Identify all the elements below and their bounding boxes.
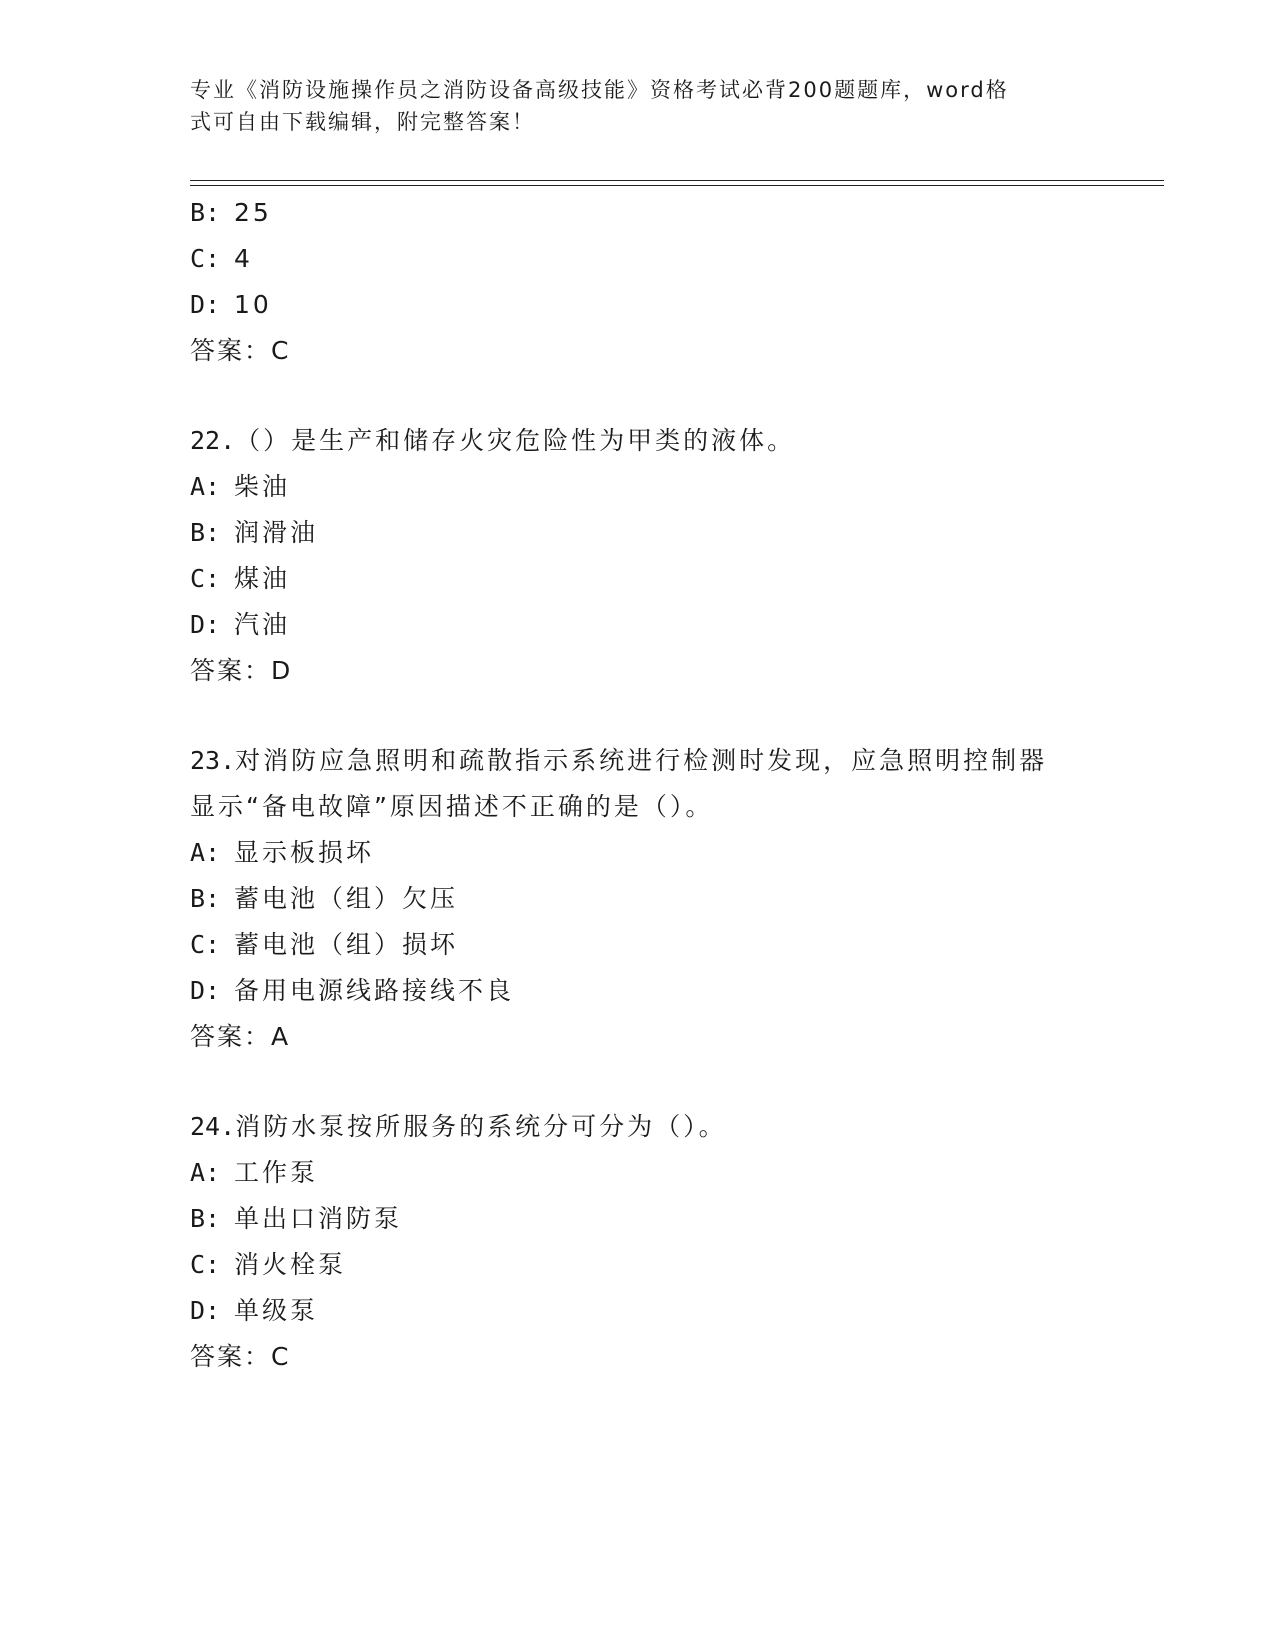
question-number: 22. bbox=[190, 426, 236, 455]
option-key: C: bbox=[190, 564, 221, 593]
option-text: 润滑油 bbox=[234, 518, 319, 547]
question-text bbox=[190, 418, 1090, 464]
option-text: 工作泵 bbox=[234, 1158, 319, 1187]
answer-line: 答案：C bbox=[190, 1342, 291, 1371]
option-key: B: bbox=[190, 884, 221, 913]
option-key: D: bbox=[190, 1296, 221, 1325]
header-divider-top bbox=[190, 180, 1164, 181]
header-divider-bottom bbox=[190, 185, 1164, 186]
option-b bbox=[190, 190, 1090, 236]
option-b bbox=[190, 510, 1090, 556]
option-text: 10 bbox=[234, 290, 272, 319]
document-header bbox=[190, 74, 1090, 138]
option-d bbox=[190, 968, 1090, 1014]
question-text-continued: 显示“备电故障”原因描述不正确的是（）。 bbox=[190, 792, 714, 821]
option-key: B: bbox=[190, 518, 221, 547]
question-23 bbox=[190, 738, 1090, 1060]
option-key: C: bbox=[190, 930, 221, 959]
option-key: C: bbox=[190, 1250, 221, 1279]
option-a bbox=[190, 464, 1090, 510]
option-key: A: bbox=[190, 1158, 221, 1187]
header-line-2: 式可自由下载编辑，附完整答案！ bbox=[190, 110, 535, 134]
option-key: D: bbox=[190, 610, 221, 639]
option-b bbox=[190, 876, 1090, 922]
question-24 bbox=[190, 1104, 1090, 1380]
question-22 bbox=[190, 418, 1090, 694]
answer-line: 答案：C bbox=[190, 336, 291, 365]
option-key: D: bbox=[190, 976, 221, 1005]
question-text-line: （）是生产和储存火灾危险性为甲类的液体。 bbox=[235, 426, 796, 455]
option-c bbox=[190, 922, 1090, 968]
option-key: B: bbox=[190, 198, 221, 227]
option-a bbox=[190, 1150, 1090, 1196]
question-text bbox=[190, 738, 1090, 784]
option-text: 单出口消防泵 bbox=[234, 1204, 403, 1233]
option-key: A: bbox=[190, 472, 221, 501]
option-d bbox=[190, 282, 1090, 328]
header-line-1: 专业《消防设施操作员之消防设备高级技能》资格考试必背200题题库，word格 bbox=[190, 78, 1009, 102]
question-text-line: 消防水泵按所服务的系统分可分为（）。 bbox=[235, 1112, 727, 1141]
question-text-line: 对消防应急照明和疏散指示系统进行检测时发现，应急照明控制器 bbox=[235, 746, 1048, 775]
option-key: A: bbox=[190, 838, 221, 867]
option-text: 蓄电池（组）损坏 bbox=[234, 930, 459, 959]
option-key: D: bbox=[190, 290, 221, 319]
option-text: 蓄电池（组）欠压 bbox=[234, 884, 459, 913]
answer-line: 答案：D bbox=[190, 656, 293, 685]
option-text: 柴油 bbox=[234, 472, 291, 501]
option-text: 显示板损坏 bbox=[234, 838, 375, 867]
question-text bbox=[190, 1104, 1090, 1150]
option-key: B: bbox=[190, 1204, 221, 1233]
option-text: 4 bbox=[234, 244, 253, 273]
question-number: 23. bbox=[190, 746, 236, 775]
option-c bbox=[190, 236, 1090, 282]
question-number: 24. bbox=[190, 1112, 236, 1141]
option-d bbox=[190, 602, 1090, 648]
option-b bbox=[190, 1196, 1090, 1242]
option-d bbox=[190, 1288, 1090, 1334]
option-text: 备用电源线路接线不良 bbox=[234, 976, 515, 1005]
option-c bbox=[190, 1242, 1090, 1288]
option-text: 25 bbox=[234, 198, 272, 227]
option-text: 汽油 bbox=[234, 610, 291, 639]
partial-question bbox=[190, 190, 1090, 374]
option-text: 煤油 bbox=[234, 564, 291, 593]
question-list bbox=[190, 190, 1090, 1380]
option-text: 消火栓泵 bbox=[234, 1250, 347, 1279]
answer-line: 答案：A bbox=[190, 1022, 291, 1051]
option-text: 单级泵 bbox=[234, 1296, 319, 1325]
option-key: C: bbox=[190, 244, 221, 273]
option-a bbox=[190, 830, 1090, 876]
option-c bbox=[190, 556, 1090, 602]
